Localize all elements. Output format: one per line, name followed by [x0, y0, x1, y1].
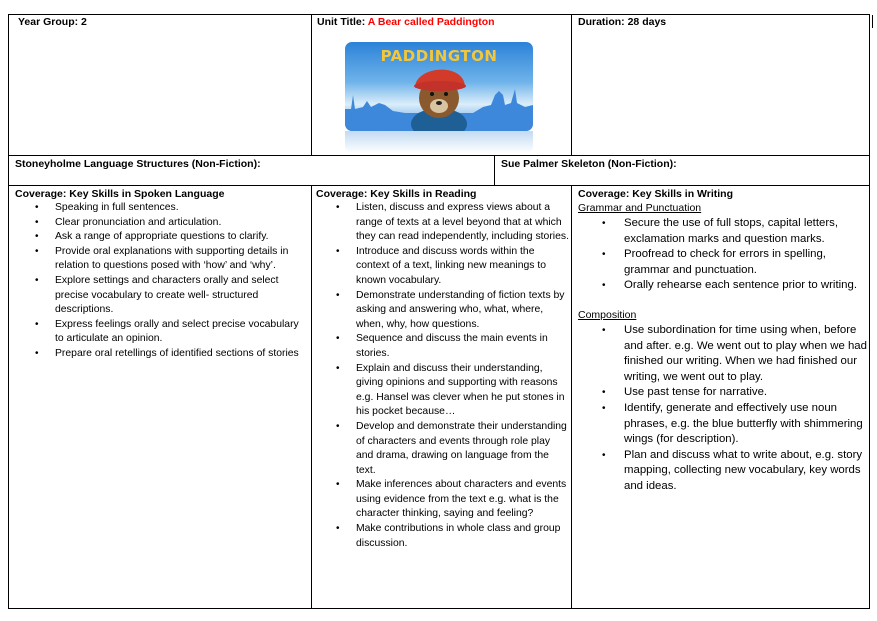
list-item: • Introduce and discuss words within the context of a text, linking new meanings to known vocabulary.	[316, 245, 569, 289]
duration-value: 28 days	[627, 16, 667, 28]
list-item: • Explain and discuss their understanding, giving opinions and supporting with reasons e.g. Hansel was clever when he put stones in his pocket because…	[316, 362, 569, 420]
paddington-poster-image	[345, 42, 533, 131]
list-item: • Use subordination for time using when, before and after. e.g. We went out to play when we had finished our writing. When we had finished our writing, we went out to play.	[578, 323, 868, 385]
writing-column	[578, 187, 868, 495]
list-item: • Identify, generate and effectively use noun phrases, e.g. the blue butterfly with shimmering wings (for description).	[578, 401, 868, 448]
list-item: • Proofread to check for errors in spelling, grammar and punctuation.	[578, 247, 868, 278]
composition-list	[578, 323, 868, 495]
list-item: • Demonstrate understanding of fiction texts by asking and answering who, what, where, when, why, how questions.	[316, 289, 569, 333]
list-item: • Make inferences about characters and events using evidence from the text e.g. what is the character thinking, saying and feeling?	[316, 478, 569, 522]
table-border-top	[8, 14, 870, 15]
grammar-punctuation-list	[578, 216, 868, 294]
unit-title-label: Unit Title:	[317, 16, 366, 28]
list-item: • Secure the use of full stops, capital letters, exclamation marks and question marks.	[578, 216, 868, 247]
col-divider-2-bottom	[571, 185, 572, 609]
list-item: • Use past tense for narrative.	[578, 385, 868, 401]
table-border-left	[8, 14, 9, 609]
paddington-bear-icon	[409, 56, 469, 131]
spoken-language-title: Coverage: Key Skills in Spoken Language	[15, 188, 225, 200]
list-item: • Prepare oral retellings of identified sections of stories	[15, 347, 308, 362]
list-item: • Sequence and discuss the main events in stories.	[316, 332, 569, 361]
row-divider-1	[8, 155, 870, 156]
composition-heading: Composition	[578, 308, 637, 321]
list-item: • Orally rehearse each sentence prior to writing.	[578, 278, 868, 294]
list-item: • Listen, discuss and express views about a range of texts at a level beyond that at which they can read independently, including stories.	[316, 201, 569, 245]
spoken-language-column	[15, 187, 308, 362]
list-item: • Clear pronunciation and articulation.	[15, 216, 308, 231]
list-item: • Plan and discuss what to write about, e.g. story mapping, collecting new vocabulary, key words and ideas.	[578, 448, 868, 495]
duration-cell	[578, 16, 666, 28]
table-border-right	[869, 14, 870, 609]
stray-margin-mark	[872, 15, 873, 28]
unit-title-value: A Bear called Paddington	[367, 16, 495, 28]
col-divider-1-top	[311, 14, 312, 155]
unit-title-cell	[317, 16, 495, 28]
grammar-punctuation-heading: Grammar and Punctuation	[578, 202, 702, 214]
skeleton-label: Sue Palmer Skeleton (Non-Fiction):	[501, 158, 677, 170]
duration-label: Duration:	[578, 16, 625, 28]
poster-title: PADDINGTON	[380, 47, 498, 65]
reading-column	[316, 187, 569, 551]
table-border-bottom	[8, 608, 870, 609]
col-divider-mid	[494, 155, 495, 185]
row-divider-2	[8, 185, 870, 186]
list-item: • Develop and demonstrate their understanding of characters and events through role play and drama, drawing on language from the text.	[316, 420, 569, 478]
poster-reflection	[345, 131, 533, 153]
list-item: • Provide oral explanations with supporting details in relation to questions posed with ‘how’ and ‘why’.	[15, 245, 308, 274]
reading-title: Coverage: Key Skills in Reading	[316, 188, 477, 200]
col-divider-1-bottom	[311, 185, 312, 609]
list-item: • Explore settings and characters orally and select precise vocabulary to create well- structured descriptions.	[15, 274, 308, 318]
year-group-cell	[18, 16, 87, 28]
list-item: • Speaking in full sentences.	[15, 201, 308, 216]
list-item: • Make contributions in whole class and group discussion.	[316, 522, 569, 551]
list-item: • Express feelings orally and select precise vocabulary to articulate an opinion.	[15, 318, 308, 347]
year-group-label: Year Group:	[18, 16, 79, 28]
list-item: • Ask a range of appropriate questions to clarify.	[15, 230, 308, 245]
col-divider-2-top	[571, 14, 572, 155]
spoken-language-list	[15, 201, 308, 362]
reading-list	[316, 201, 569, 551]
language-structures-label: Stoneyholme Language Structures (Non-Fiction):	[15, 158, 261, 170]
writing-title: Coverage: Key Skills in Writing	[578, 188, 734, 200]
year-group-value: 2	[81, 16, 87, 28]
